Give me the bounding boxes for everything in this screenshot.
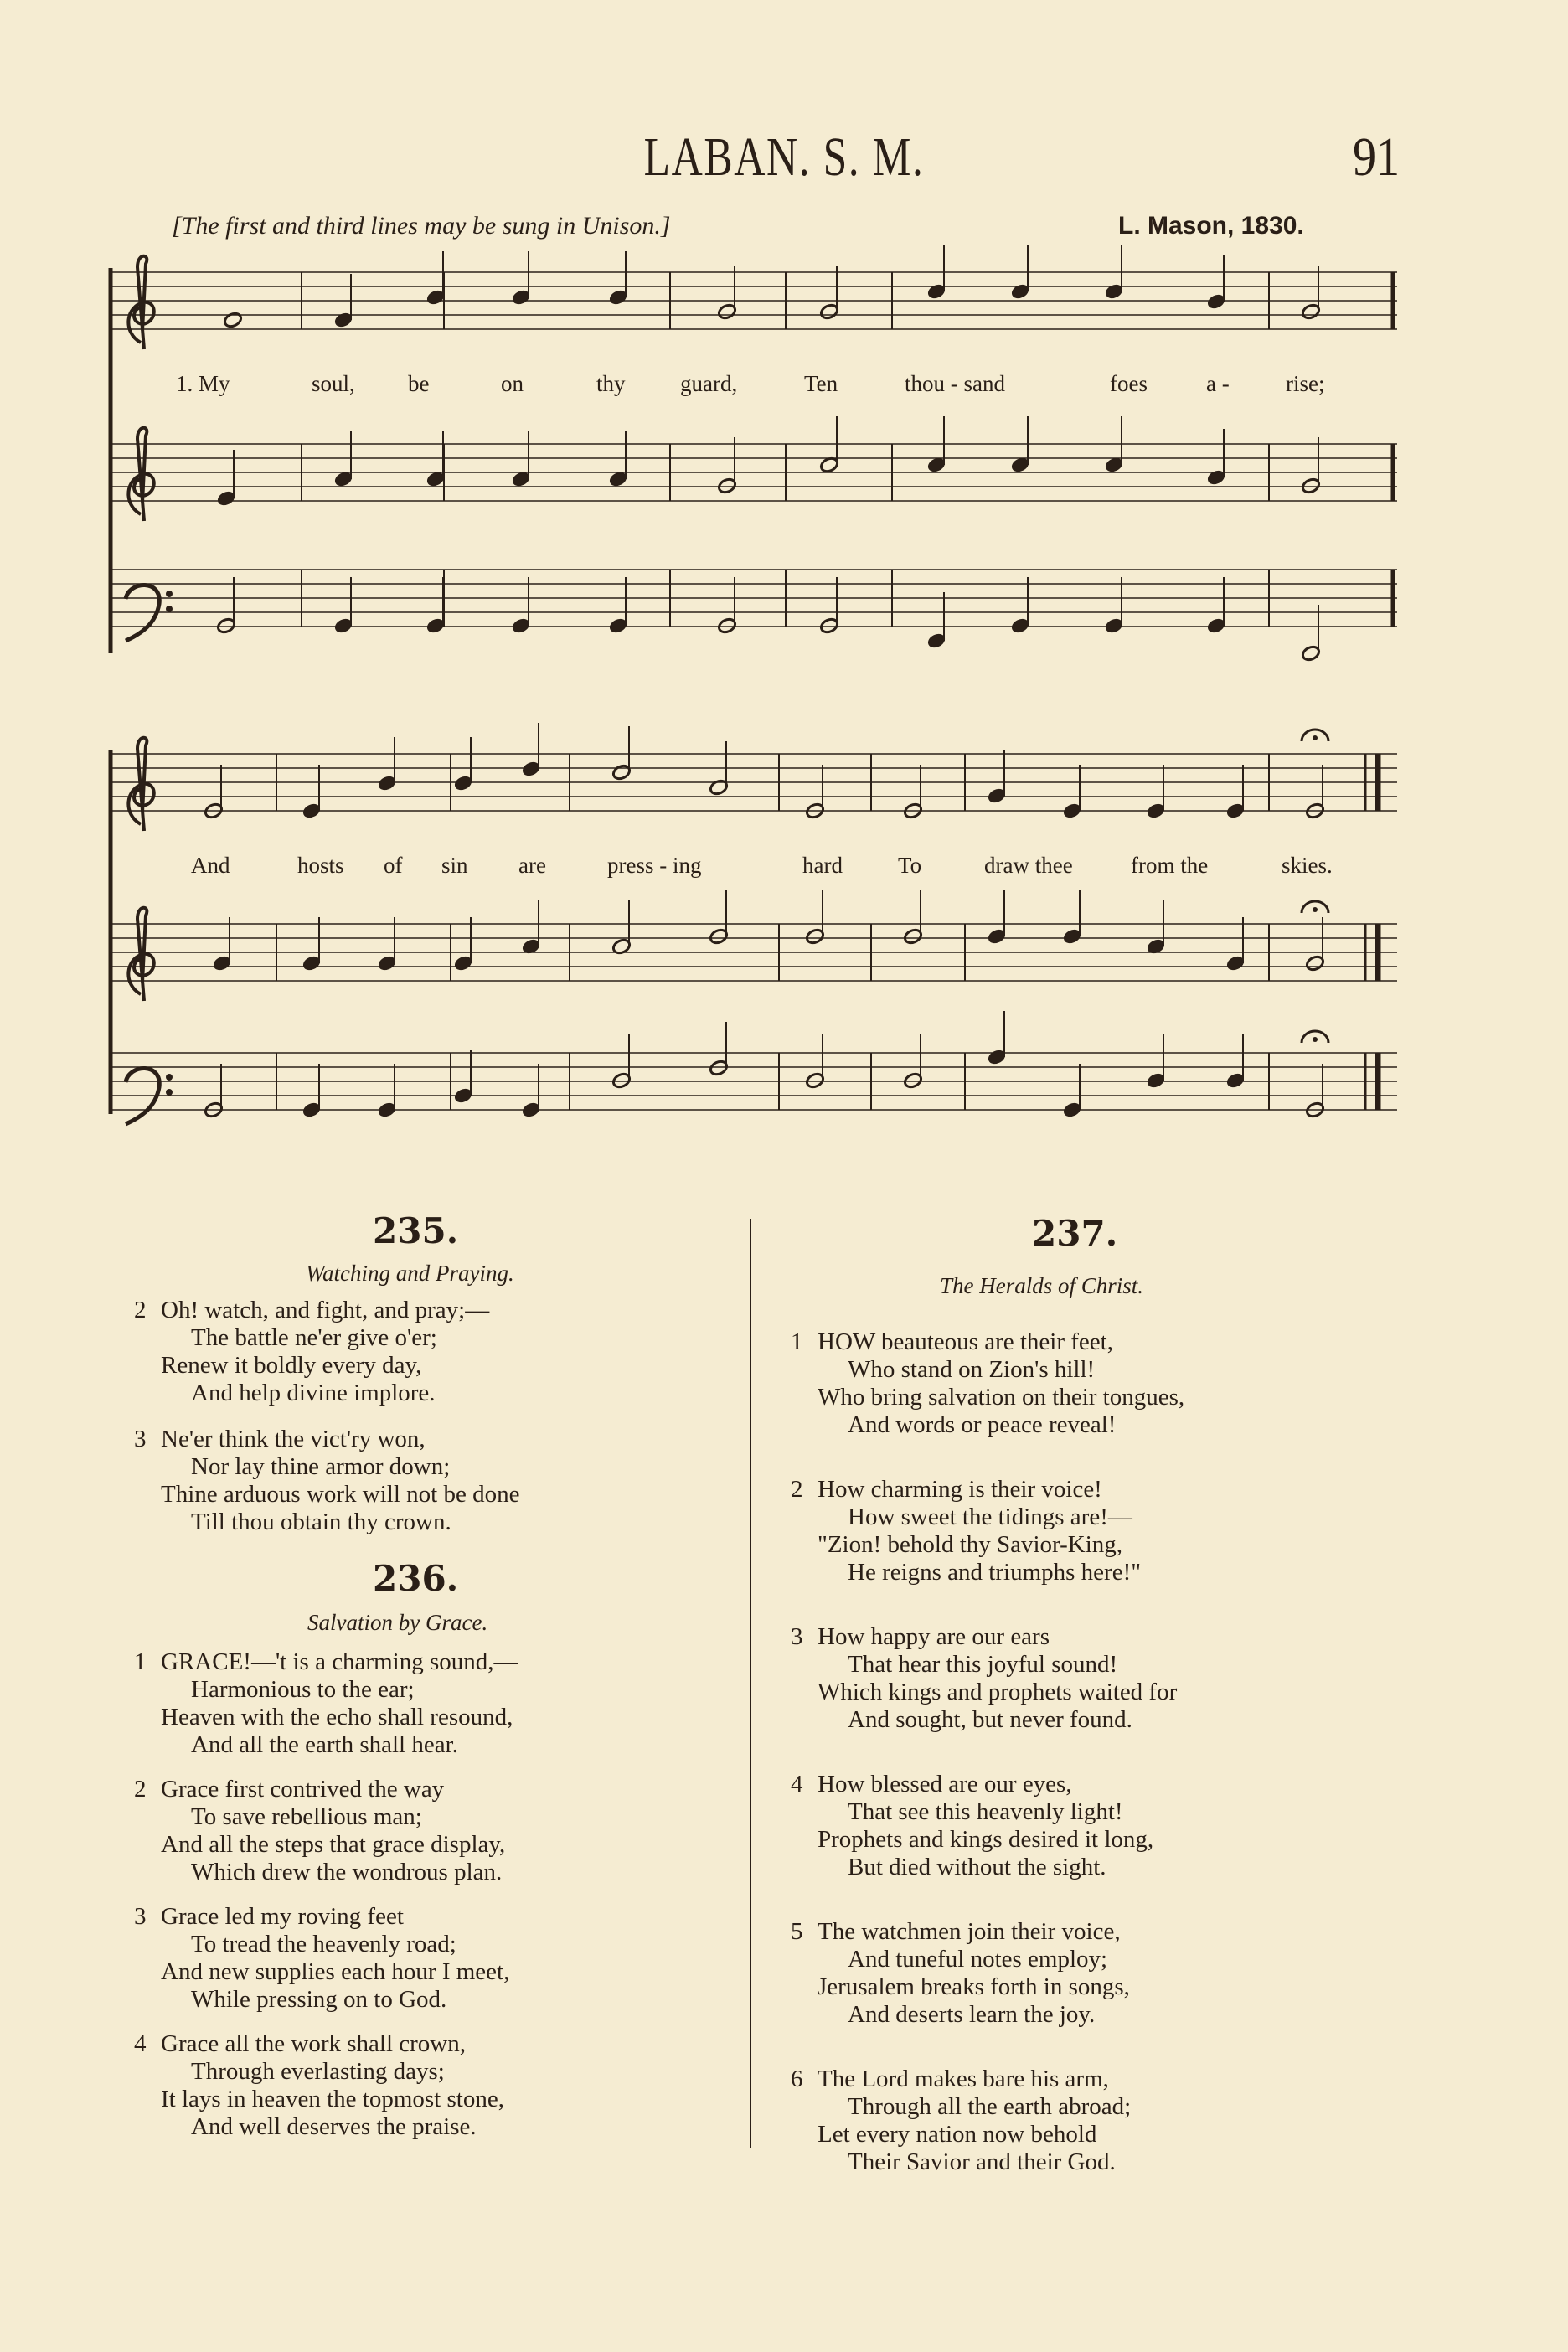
stanza-line: That hear this joyful sound!	[848, 1651, 1118, 1678]
stanza-line: 1 GRACE!—'t is a charming sound,—	[134, 1648, 518, 1675]
stanza-line: 3 Grace led my roving feet	[134, 1903, 404, 1930]
fermata-dot	[1313, 735, 1318, 740]
lyric-syllable: on	[501, 371, 524, 396]
stanza-line: And deserts learn the joy.	[848, 2001, 1096, 2028]
lyric-syllable: are	[518, 853, 546, 878]
lyric-syllable: Ten	[804, 371, 838, 396]
stanza	[134, 1297, 519, 1407]
stanza-line: 1 HOW beauteous are their feet,	[791, 1328, 1113, 1355]
hymn-title-235: Watching and Praying.	[306, 1261, 514, 1286]
stanza-line: Let every nation now behold	[818, 2121, 1097, 2148]
lyric-syllable: rise;	[1286, 371, 1325, 396]
fermata-dot	[1313, 907, 1318, 912]
hymn-number-235: 235.	[373, 1210, 459, 1251]
stanza-line: 4 How blessed are our eyes,	[791, 1771, 1072, 1798]
lyric-syllable: hosts	[297, 853, 344, 878]
stanza-number: 4	[791, 1771, 803, 1798]
stanza-line: 2 How charming is their voice!	[791, 1476, 1102, 1503]
stanza-number: 4	[134, 2030, 147, 2057]
stanza-line: Heaven with the echo shall resound,	[161, 1704, 513, 1730]
lyric-syllable: a -	[1206, 371, 1230, 396]
stanza-line: Through all the earth abroad;	[848, 2093, 1132, 2120]
stanza	[134, 1648, 518, 1759]
lyric-syllable: soul,	[312, 371, 355, 396]
stanza-line: He reigns and triumphs here!"	[848, 1559, 1142, 1586]
stanza-line: 4 Grace all the work shall crown,	[134, 2030, 466, 2057]
stanza-line: 2 Oh! watch, and fight, and pray;—	[134, 1297, 490, 1323]
stanza-line: Till thou obtain thy crown.	[191, 1509, 451, 1535]
stanza-line: And well deserves the praise.	[191, 2113, 477, 2140]
lyric-syllable: from the	[1131, 853, 1209, 878]
hymn-title-237: The Heralds of Christ.	[940, 1273, 1144, 1298]
stanza-line: To tread the heavenly road;	[191, 1931, 456, 1957]
stanza-line: To save rebellious man;	[191, 1803, 422, 1830]
stanza-line: Nor lay thine armor down;	[191, 1453, 451, 1480]
stanza-number: 6	[791, 2066, 803, 2092]
lyric-syllable: draw thee	[984, 853, 1073, 878]
stanza-number: 1	[791, 1328, 803, 1355]
stanza-line: The battle ne'er give o'er;	[191, 1324, 437, 1351]
stanza-line: 3 How happy are our ears	[791, 1623, 1050, 1650]
stanza-line: And sought, but never found.	[848, 1706, 1132, 1733]
stanza-line: "Zion! behold thy Savior-King,	[818, 1531, 1123, 1558]
bass-clef-dot	[166, 1074, 173, 1081]
stanza-number: 3	[134, 1903, 147, 1930]
hymn-235-text	[134, 1297, 519, 1536]
lyric-syllable: thou - sand	[905, 371, 1005, 396]
stanza-number: 2	[791, 1476, 803, 1503]
stanza	[791, 1476, 1184, 1586]
treble-clef	[128, 256, 153, 349]
stanza	[791, 1771, 1184, 1881]
stanza-line: It lays in heaven the topmost stone,	[161, 2086, 504, 2112]
stanza-line: Thine arduous work will not be done	[161, 1481, 520, 1508]
stanza-line: How sweet the tidings are!—	[848, 1504, 1132, 1530]
stanza-number: 3	[791, 1623, 803, 1650]
stanza-number: 2	[134, 1297, 147, 1323]
stanza-line: And words or peace reveal!	[848, 1411, 1117, 1438]
page-number: 91	[1352, 126, 1400, 188]
lyric-syllable: hard	[802, 853, 843, 878]
hymn-number-236: 236.	[373, 1558, 459, 1599]
stanza-line: Which drew the wondrous plan.	[191, 1859, 503, 1885]
lyric-syllable: To	[898, 853, 922, 878]
bass-clef-dot	[166, 1089, 173, 1096]
stanza-line: Who stand on Zion's hill!	[848, 1356, 1096, 1383]
lyric-syllable: guard,	[680, 371, 738, 396]
stanza	[134, 1776, 518, 1886]
stanza-number: 3	[134, 1426, 147, 1452]
stanza-number: 2	[134, 1776, 147, 1803]
lyric-syllable: of	[384, 853, 403, 878]
stanza-line: Jerusalem breaks forth in songs,	[818, 1973, 1130, 2000]
lyric-syllable: skies.	[1282, 853, 1333, 878]
fermata-dot	[1313, 1037, 1318, 1042]
performance-note: [The first and third lines may be sung in Unison.]	[172, 212, 671, 240]
stanza-line: Their Savior and their God.	[848, 2148, 1116, 2175]
lyric-syllable: sin	[441, 853, 468, 878]
stanza	[791, 1623, 1184, 1734]
bass-clef-dot	[166, 591, 173, 597]
treble-clef	[128, 908, 153, 1001]
bass-clef-dot	[166, 606, 173, 612]
composer-credit: L. Mason, 1830.	[1118, 212, 1304, 240]
hymn-number-237: 237.	[1032, 1213, 1118, 1254]
stanza-line: 3 Ne'er think the vict'ry won,	[134, 1426, 426, 1452]
column-divider	[750, 1219, 751, 2148]
stanza-line: And help divine implore.	[191, 1380, 436, 1406]
stanza-line: 5 The watchmen join their voice,	[791, 1918, 1121, 1945]
lyric-syllable: thy	[596, 371, 626, 396]
stanza	[134, 1426, 519, 1536]
lyric-syllable: And	[191, 853, 230, 878]
hymn-236-text	[134, 1648, 518, 2141]
stanza	[134, 2030, 518, 2141]
stanza-line: And all the earth shall hear.	[191, 1731, 458, 1758]
stanza-line: But died without the sight.	[848, 1854, 1106, 1880]
lyric-syllable: foes	[1110, 371, 1148, 396]
stanza-line: Prophets and kings desired it long,	[818, 1826, 1154, 1853]
stanza-line: Which kings and prophets waited for	[818, 1679, 1178, 1705]
lyric-syllable: 1. My	[176, 371, 230, 396]
stanza	[791, 1328, 1184, 1439]
stanza-line: Who bring salvation on their tongues,	[818, 1384, 1185, 1411]
stanza-number: 5	[791, 1918, 803, 1945]
stanza-line: And tuneful notes employ;	[848, 1946, 1108, 1973]
treble-clef	[128, 428, 153, 521]
stanza	[791, 1918, 1184, 2029]
stanza-line: That see this heavenly light!	[848, 1798, 1123, 1825]
stanza-line: 2 Grace first contrived the way	[134, 1776, 445, 1803]
lyric-syllable: press - ing	[607, 853, 702, 878]
page-title: LABAN. S. M.	[643, 126, 925, 188]
stanza-line: 6 The Lord makes bare his arm,	[791, 2066, 1109, 2092]
stanza-line: Renew it boldly every day,	[161, 1352, 422, 1379]
treble-clef	[128, 738, 153, 831]
stanza-line: And all the steps that grace display,	[161, 1831, 506, 1858]
half-note	[223, 311, 243, 328]
stanza-line: And new supplies each hour I meet,	[161, 1958, 510, 1985]
stanza-line: While pressing on to God.	[191, 1986, 447, 2013]
lyric-syllable: be	[408, 371, 430, 396]
stanza	[134, 1903, 518, 2014]
stanza-number: 1	[134, 1648, 147, 1675]
hymn-title-236: Salvation by Grace.	[307, 1610, 488, 1635]
hymn-237-text	[791, 1328, 1184, 2176]
stanza-line: Harmonious to the ear;	[191, 1676, 415, 1703]
stanza-line: Through everlasting days;	[191, 2058, 445, 2085]
stanza	[791, 2066, 1184, 2176]
